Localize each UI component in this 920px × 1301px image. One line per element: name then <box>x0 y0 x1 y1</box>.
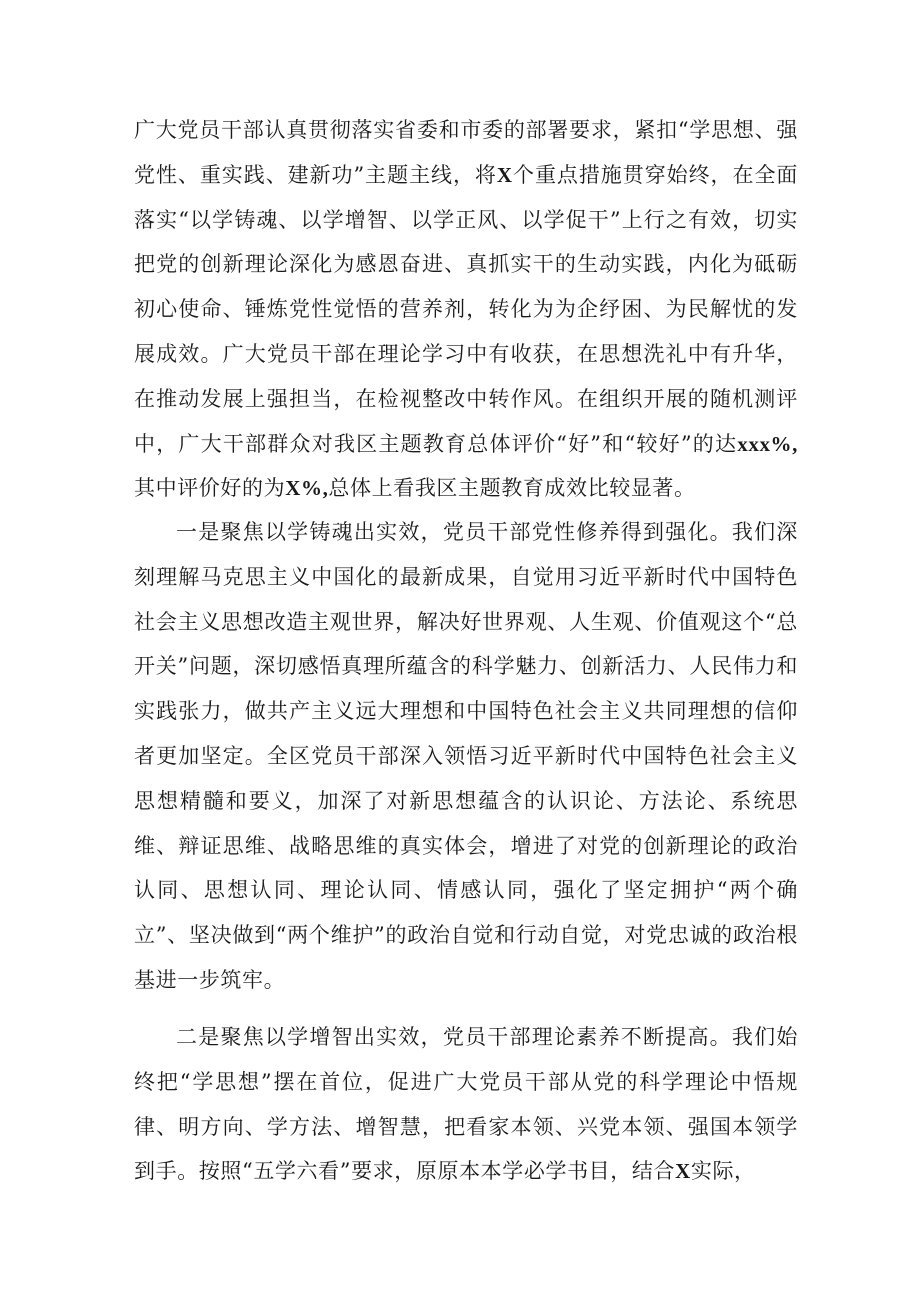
text-segment: 其中评价好的为 <box>134 476 286 501</box>
text-segment: 一是聚焦以学铸魂出实效，党员干部党性修养得到强化。我们深刻理解马克思主义中国化的最新成果，自觉用习近平新时代中国特色社会主义思想改造主观世界，解决好世界观、人生观、价值观这个“总开关”问题，深切感悟真理所蕴含的科学魅力、创新活力、人民伟力和实践张力，做共产主义远大理想和中国特色社会主义共同理想的信仰者更加坚定。全区党员干部深入领悟习近平新时代中国特色社会主义思想精髓和要义，加深了对新思想蕴含的认识论、方法论、系统思维、辩证思维、战略思维的真实体会，增进了对党的创新理论的政治认同、思想认同、理论认同、情感认同，强化了坚定拥护“两个确立”、坚决做到“两个维护”的政治自觉和行动自觉，对党忠诚的政治根基进一步筑牢。 <box>134 520 798 992</box>
paragraph-point-one <box>134 510 798 1003</box>
bold-placeholder-name: X <box>675 1159 691 1184</box>
text-segment: 个重点措施贯穿始终，在全面落实“以学铸魂、以学增智、以学正风、以学促干”上行之有效，切实把党的创新理论深化为感恩奋进、真抓实干的生动实践，内化为砥砺初心使命、锤炼党性觉悟的营养剂，转化为为企纾困、为民解忧的发展成效。广大党员干部在理论学习中有收获，在思想洗礼中有升华，在推动发展上强担当，在检视整改中转作风。在组织开展的随机测评中，广大干部群众对我区主题教育总体评价“好”和“较好”的达 <box>134 162 798 456</box>
bold-placeholder-percent-total: xxx%, <box>737 431 798 456</box>
paragraph-block-3 <box>134 1015 798 1194</box>
text-segment: 总体上看我区主题教育成效比较显著。 <box>328 476 696 501</box>
bold-placeholder-percent-good: X%, <box>285 476 329 501</box>
text-segment: 二是聚焦以学增智出实效，党员干部理论素养不断提高。我们始终把“学思想”摆在首位，促进广大党员干部从党的科学理论中悟规律、明方向、学方法、增智慧，把看家本领、兴党本领、强国本领学到手。按照“五学六看”要求，原原本本学必学书目，结合 <box>134 1025 798 1184</box>
text-segment: 广大党员干部认真贯彻落实省委和市委的部署要求，紧扣“学思想、强党性、重实践、建新功”主题主线，将 <box>134 118 798 187</box>
paragraph-block-2 <box>134 510 798 1003</box>
paragraph-summary <box>134 108 798 511</box>
bold-placeholder-count: X <box>496 162 513 187</box>
paragraph-point-two <box>134 1015 798 1194</box>
paragraph-block-1 <box>134 108 798 511</box>
text-segment: 实际， <box>690 1159 756 1184</box>
